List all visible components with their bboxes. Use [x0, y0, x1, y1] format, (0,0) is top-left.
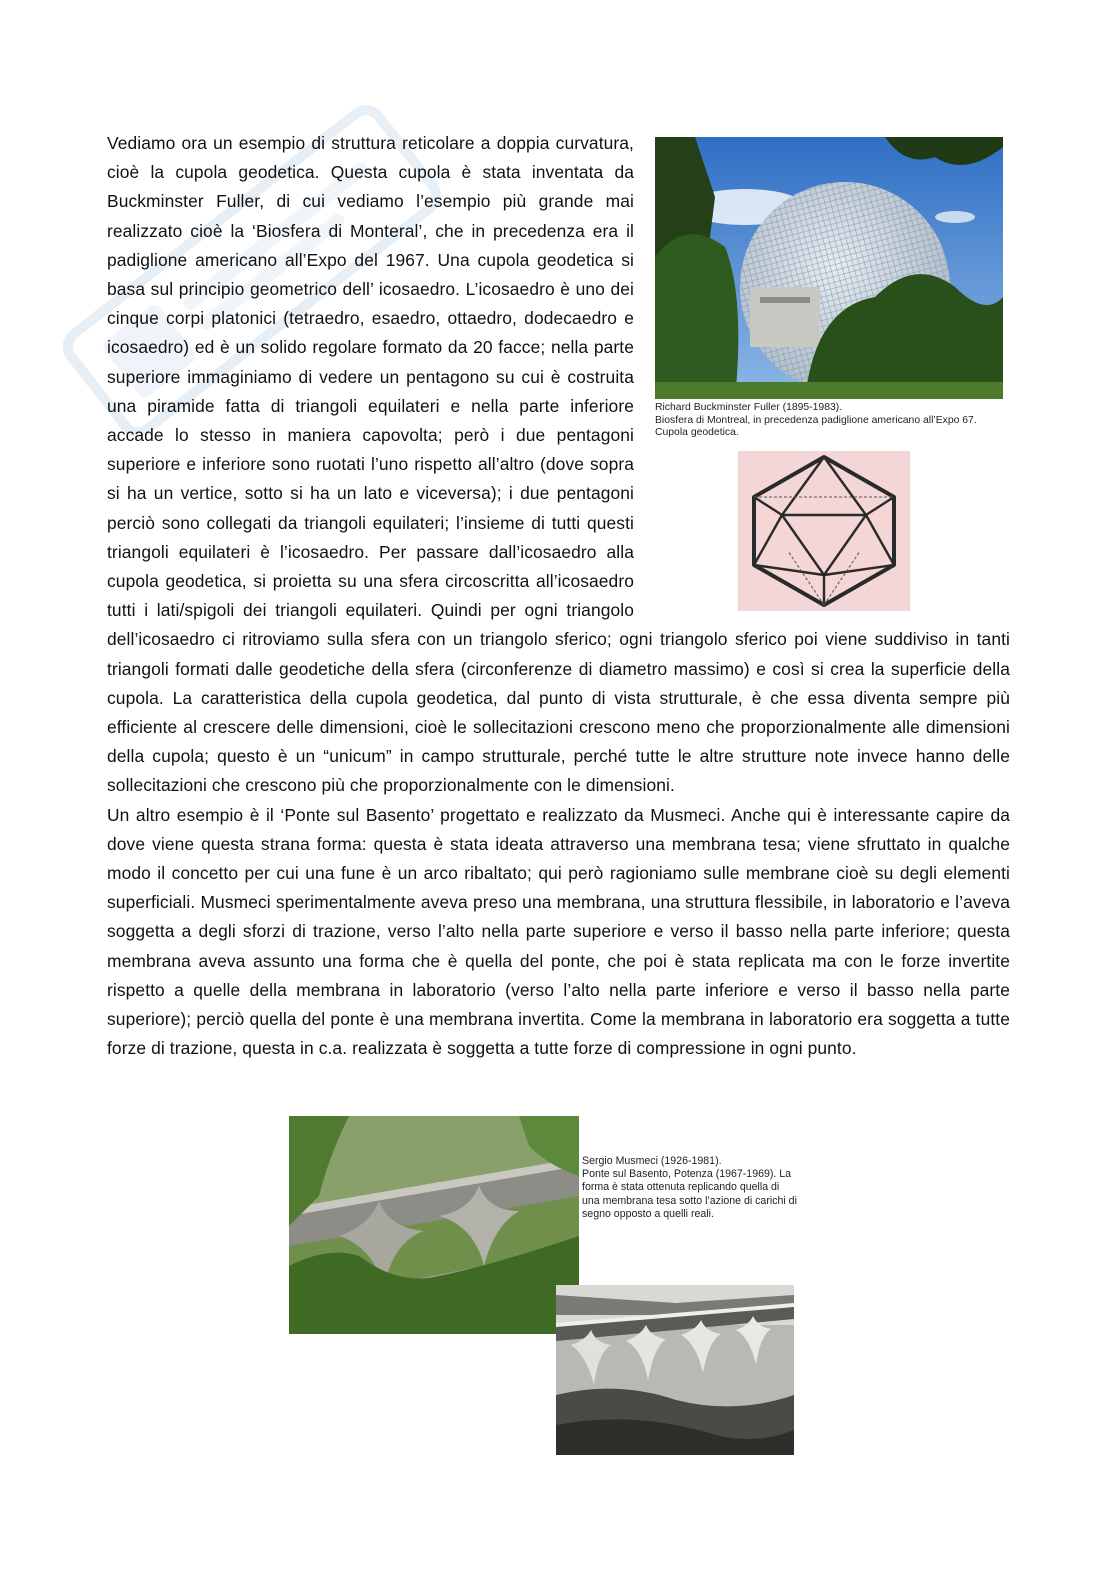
caption-line: forma è stata ottenuta replicando quella di: [582, 1181, 780, 1194]
caption-line: una membrana tesa sotto l’azione di carichi di: [582, 1194, 797, 1207]
caption-line: Cupola geodetica.: [655, 427, 739, 439]
caption-line: Ponte sul Basento, Potenza (1967-1969). La: [582, 1168, 792, 1181]
basento-bridge-bw-photo: [556, 1285, 794, 1455]
paragraph-geodesic-dome: Vediamo ora un esempio di struttura reticolare a doppia curvatura, cioè la cupola geodetica. Questa cupola è stata inventata da Buckminster Fuller, di cui vediamo l’esempio più grande mai realizzato cioè la ‘Biosfera di Monteral’, che in precedenza era il padiglione americano all’Expo del 1967. Una cupola geodetica si basa sul principio geometrico dell’ icosaedro. L’icosaedro è uno dei cinque corpi platonici (tetraedro, esaedro, ottaedro, dodecaedro e icosaedro) ed è un solido regolare formato da 20 facce; nella parte superiore immaginiamo di vedere un pentagono su cui è costruita una piramide fatta di triangoli equilateri e nella parte inferiore accade lo stesso in maniera capovolta; però i due pentagoni superiore e inferiore sono ruotati l’uno rispetto all’altro (dove sopra si ha un vertice, sotto si ha un lato e viceversa); i due pentagoni perciò sono collegati da triangoli equilateri; l’insieme di tutti questi triangoli equilateri è l’icosaedro. Per passare dall’icosaedro alla cupola geodetica, si proietta su una sfera circoscritta all’icosaedro tutti i lati/spigoli dei triangoli equilateri. Quindi per ogni triangolo dell’icosaedro ci ritroviamo sulla sfera con un triangolo sferico; ogni triangolo sferico poi viene suddiviso in tanti triangoli formati dalle geodetiche della sfera (circonferenze di diametro massimo) e così si crea la superficie della cupola. La caratteristica della cupola geodetica, dal punto di vista strutturale, è che essa diventa sempre più efficiente al crescere delle dimensioni, cioè le sollecitazioni crescono meno che proporzionalmente alle dimensioni della cupola; questo è un “unicum” in campo strutturale, perché tutte le altre strutture note invece hanno delle sollecitazioni che crescono più che proporzionalmente con le dimensioni.: [107, 133, 1010, 796]
biosphere-caption: [655, 402, 1015, 440]
caption-line: Sergio Musmeci (1926-1981).: [582, 1155, 722, 1167]
biosphere-photo: [655, 137, 1003, 399]
basento-bridge-photo: [289, 1116, 579, 1334]
caption-line: segno opposto a quelli reali.: [582, 1207, 714, 1220]
paragraph-basento-bridge: Un altro esempio è il ‘Ponte sul Basento’ progettato e realizzato da Musmeci. Anche qui è interessante capire da dove viene questa strana forma: questa è stata ideata attraverso una membrana tesa; viene sfruttato in qualche modo il concetto per cui una fune è un arco ribaltato; qui però ragioniamo sulle membrane cioè su degli elementi superficiali. Musmeci sperimentalmente aveva preso una membrana, una struttura flessibile, in laboratorio e l’aveva soggetta a degli sforzi di trazione, verso l’alto nella parte superiore e verso il basso nella parte inferiore; questa membrana aveva assunto una forma che è quella del ponte, che poi è stata replicata ma con le forze invertite rispetto a quelle della membrana in laboratorio (verso l’alto nella parte inferiore e verso il basso nella parte superiore); perciò quella del ponte è una membrana invertita. Come la membrana in laboratorio era soggetta a tutte forze di trazione, questa in c.a. realizzata è soggetta a tutte forze di compressione in ogni punto.: [107, 804, 1010, 1059]
caption-line: Biosfera di Montreal, in precedenza padiglione americano all’Expo 67.: [655, 414, 977, 426]
basento-caption: [582, 1155, 832, 1221]
icosahedron-drawing: [738, 451, 910, 611]
caption-line: Richard Buckminster Fuller (1895-1983).: [655, 402, 843, 413]
